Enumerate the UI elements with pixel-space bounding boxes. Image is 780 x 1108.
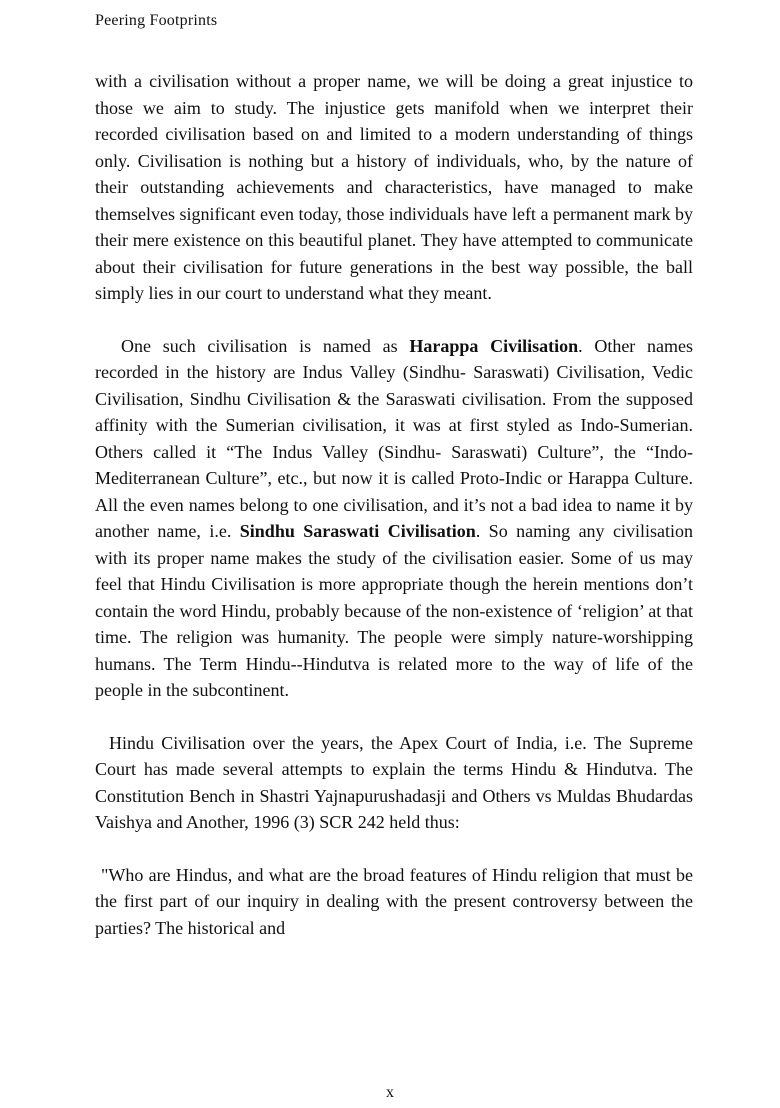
paragraph-3-text: Hindu Civilisation over the years, the Apex Court of India, i.e. The Supreme Court has made several attempts to explain the terms Hindu & Hindutva. The Constitution Bench in Shastri Yajnapurushadasji and Others vs Muldas Bhudardas Vaishya and Another, 1996 (3) SCR 242 held thus: xyxy=(95,732,693,832)
paragraph-2-segment: . Other names recorded in the history are Indus Valley (Sindhu- Saraswati) Civilisation, Vedic Civilisation, Sindhu Civilisation & the Saraswati civilisation. From the supposed affinity with the Sumerian civilisation, it was at first styled as Indo-Sumerian. Others called it “The Indus Valley (Sindhu- Saraswati) Culture”, the “Indo-Mediterranean Culture”, etc., but now it is called Proto-Indic or Harappa Culture. All the even names belong to one civilisation, and it’s not a bad idea to name it by another name, i.e. xyxy=(95,335,694,541)
paragraph-4-text: "Who are Hindus, and what are the broad features of Hindu religion that must be the first part of our inquiry in dealing with the present controversy between the parties? The historical and xyxy=(95,864,693,938)
paragraph-1 xyxy=(95,68,693,307)
paragraph-3 xyxy=(95,730,693,836)
paragraph-1-text: with a civilisation without a proper name, we will be doing a great injustice to those we aim to study. The injustice gets manifold when we interpret their recorded civilisation based on and limited to a modern understanding of things only. Civilisation is nothing but a history of individuals, who, by the nature of their outstanding achievements and characteristics, have managed to make themselves significant even today, those individuals have left a permanent mark by their mere existence on this beautiful planet. They have attempted to communicate about their civilisation for future generations in the best way possible, the ball simply lies in our court to understand what they meant. xyxy=(95,71,693,303)
paragraph-2 xyxy=(95,333,693,704)
bold-term-harappa-civilisation: Harappa Civilisation xyxy=(409,335,579,356)
running-header-title: Peering Footprints xyxy=(95,12,218,29)
paragraph-2-segment: . So naming any civilisation with its proper name makes the study of the civilisation easier. Some of us may feel that Hindu Civilisation is more appropriate though the herein mentions don’t contain the word Hindu, probably because of the non-existence of ‘religion’ at that time. The religion was humanity. The people were simply nature-worshipping humans. The Term Hindu--Hindutva is related more to the way of life of the people in the subcontinent. xyxy=(95,521,693,700)
paragraph-4 xyxy=(95,862,693,942)
page-number: x xyxy=(386,1084,394,1101)
page-body-text xyxy=(95,68,693,941)
paragraph-2-segment: One such civilisation is named as xyxy=(121,335,410,356)
bold-term-sindhu-saraswati-civilisation: Sindhu Saraswati Civilisation xyxy=(239,521,476,541)
